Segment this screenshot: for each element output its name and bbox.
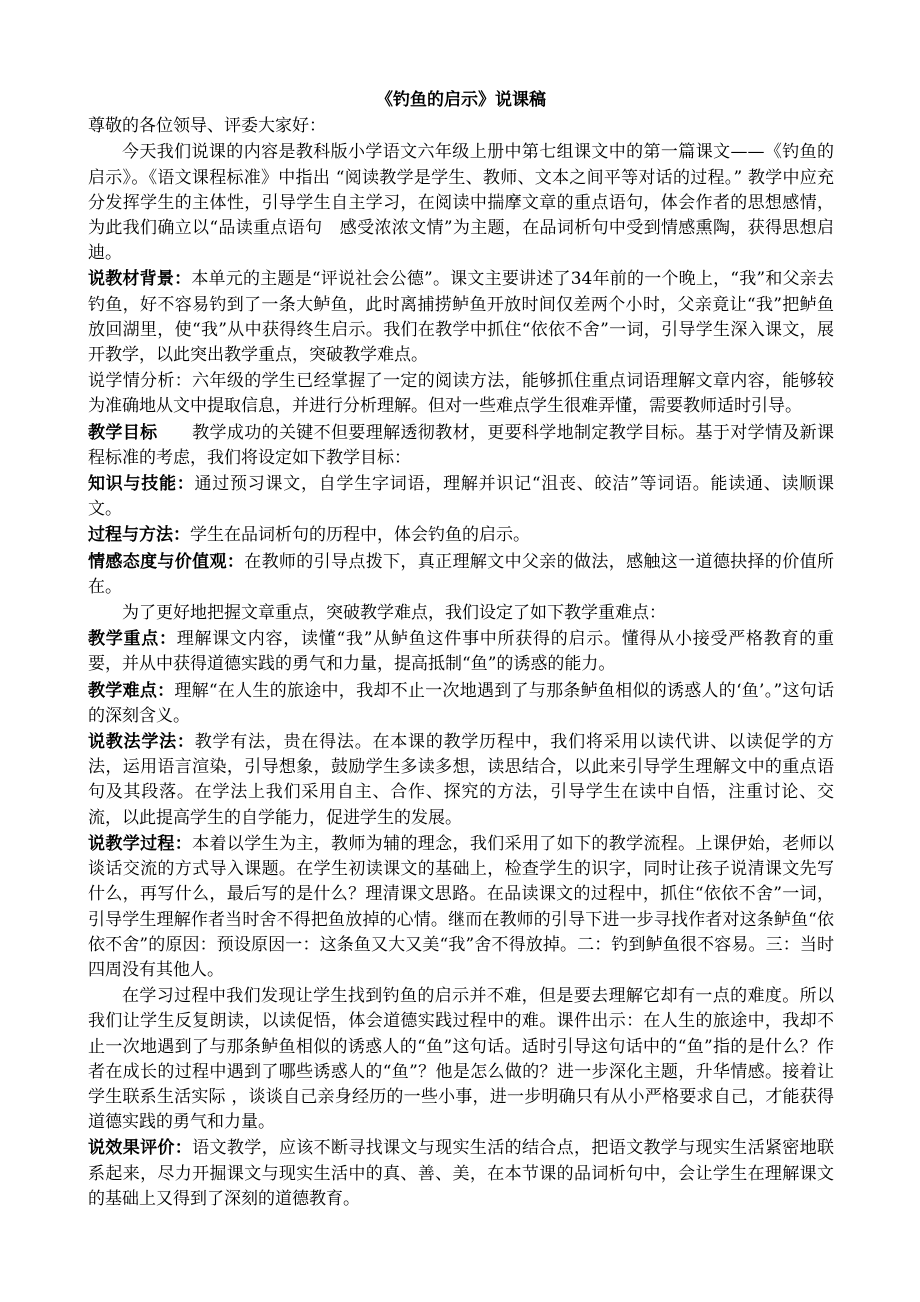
section-text: 语文教学，应该不断寻找课文与现实生活的结合点，把语文教学与现实生活紧密地联系起来，尽力开掘课文与现实生活中的真、善、美，在本节课的品词析句中，会让学生在理解课文的基础上又得到了深刻的道德教育。 — [88, 1138, 835, 1209]
section-teaching-goals — [88, 421, 834, 471]
section-knowledge-skills: 知识与技能：通过预习课文，自学生字词语，理解并识记“沮丧、皎洁”等词语。能读通、读顺课文。 — [88, 474, 835, 520]
section-text: 教学有法，贵在得法。在本课的教学历程中，我们将采用以读代讲、以读促学的方法，运用语言渲染，引导想象，鼓励学生多读多想，读思结合，以此来引导学生理解文中的重点语句及其段落。在学法上我们采用自主、合作、探究的方法，引导学生在读中自悟，注重讨论、交流，以此提高学生的自学能力，促进学生的发展。 — [88, 732, 835, 828]
section-label: 情感态度与价值观 — [88, 551, 227, 572]
section-label: 说教材背景 — [88, 269, 175, 290]
section-text: 学生在品词析句的历程中，体会钓鱼的启示。 — [190, 525, 530, 546]
section-effect-evaluation: 说效果评价：语文教学，应该不断寻找课文与现实生活的结合点，把语文教学与现实生活紧密地联系起来，尽力开掘课文与现实生活中的真、善、美，在本节课的品词析句中，会让学生在理解课文的基础上又得到了深刻的道德教育。 — [88, 1138, 835, 1209]
section-textbook-background: 说教材背景：本单元的主题是“评说社会公德”。课文主要讲述了34年前的一个晚上，“我”和父亲去钓鱼，好不容易钓到了一条大鲈鱼，此时离捕捞鲈鱼开放时间仅差两个小时，父亲竟让“我”把鲈鱼放回湖里，使“我”从中获得终生启示。我们在教学中抓住“依依不舍”一词，引导学生深入课文，展开教学，以此突出教学重点，突破教学难点。 — [88, 269, 834, 366]
section-process-methods: 过程与方法：学生在品词析句的历程中，体会钓鱼的启示。 — [88, 525, 530, 546]
section-text: 理解课文内容，读懂“我”从鲈鱼这件事中所获得的启示。懂得从小接受严格教育的重要，并从中获得道德实践的勇气和力量，提高抵制“鱼”的诱惑的能力。 — [88, 629, 835, 675]
section-teaching-methods: 说教法学法：教学有法，贵在得法。在本课的教学历程中，我们将采用以读代讲、以读促学的方法，运用语言渲染，引导想象，鼓励学生多读多想，读思结合，以此来引导学生理解文中的重点语句及其段落。在学法上我们采用自主、合作、探究的方法，引导学生在读中自悟，注重讨论、交流，以此提高学生的自学能力，促进学生的发展。 — [88, 732, 835, 828]
greeting: 尊敬的各位领导、评委大家好： — [88, 116, 326, 137]
section-text: 本着以学生为主，教师为辅的理念，我们采用了如下的教学流程。上课伊始，老师以谈话交流的方式导入课题。在学生初读课文的基础上，检查学生的识字，同时让孩子说清课文先写什么，再写什么，最后写的是什么？理清课文思路。在品读课文的过程中，抓住“依依不舍”一词，引导学生理解作者当时舍不得把鱼放掉的心情。继而在教师的引导下进一步寻找作者对这条鲈鱼“依依不舍”的原因：预设原因一：这条鱼又大又美“我”舍不得放掉。二：钓到鲈鱼很不容易。三：当时四周没有其他人。 — [88, 833, 835, 980]
section-emotion-values: 情感态度与价值观：在教师的引导点拨下，真正理解文中父亲的做法，感触这一道德抉择的价值所在。 — [88, 551, 835, 597]
document-title: 《钓鱼的启示》说课稿 — [376, 90, 546, 110]
intro-paragraph: 今天我们说课的内容是教科版小学语文六年级上册中第七组课文中的第一篇课文——《钓鱼的启示》。《语文课程标准》中指出 “阅读教学是学生、教师、文本之间平等对话的过程。” 教学中应充分发挥学生的主体性，引导学生自主学习，在阅读中揣摩文章的重点语句，体会作者的思想感情，为此我们确立以“品读重点语句 感受浓浓文情”为主题，在品词析句中受到情感熏陶，获得思想启迪。 — [88, 142, 834, 264]
section-text: 教学成功的关键不但要理解透彻教材，更要科学地制定教学目标。基于对学情及新课程标准的考虑，我们将设定如下教学目标： — [88, 422, 835, 468]
section-text: 通过预习课文，自学生字词语，理解并识记“沮丧、皎洁”等词语。能读通、读顺课文。 — [88, 474, 835, 520]
section-label: 教学难点 — [88, 680, 158, 701]
section-label: 说教学过程 — [88, 833, 175, 854]
section-difficult-point: 教学难点：理解“在人生的旅途中，我却不止一次地遇到了与那条鲈鱼相似的诱惑人的‘鱼’。”这句话的深刻含义。 — [88, 680, 834, 726]
section-label: 说教法学法 — [88, 732, 177, 753]
section-label: 知识与技能 — [88, 474, 177, 495]
section-text: 理解“在人生的旅途中，我却不止一次地遇到了与那条鲈鱼相似的诱惑人的‘鱼’。”这句话的深刻含义。 — [88, 680, 834, 726]
process-continued-paragraph: 在学习过程中我们发现让学生找到钓鱼的启示并不难，但是要去理解它却有一点的难度。所以我们让学生反复朗读，以读促悟，体会道德实践过程中的难。课件出示：在人生的旅途中，我却不止一次地遇到了与那条鲈鱼相似的诱惑人的“鱼”这句话。适时引导这句话中的“鱼”指的是什么？作者在成长的过程中遇到了哪些诱惑人的“鱼”？他是怎么做的？进一步深化主题，升华情感。接着让学生联系生活实际 ，谈谈自己亲身经历的一些小事，进一步明确只有从小严格要求自己，才能获得道德实践的勇气和力量。 — [88, 986, 834, 1133]
transition-paragraph: 为了更好地把握文章重点，突破教学难点，我们设定了如下教学重难点： — [122, 603, 666, 624]
section-label: 教学重点 — [88, 629, 160, 650]
section-teaching-process: 说教学过程：本着以学生为主，教师为辅的理念，我们采用了如下的教学流程。上课伊始，老师以谈话交流的方式导入课题。在学生初读课文的基础上，检查学生的识字，同时让孩子说清课文先写什么，再写什么，最后写的是什么？理清课文思路。在品读课文的过程中，抓住“依依不舍”一词，引导学生理解作者当时舍不得把鱼放掉的心情。继而在教师的引导下进一步寻找作者对这条鲈鱼“依依不舍”的原因：预设原因一：这条鱼又大又美“我”舍不得放掉。二：钓到鲈鱼很不容易。三：当时四周没有其他人。 — [88, 833, 835, 980]
section-text: 说学情分析：六年级的学生已经掌握了一定的阅读方法，能够抓住重点词语理解文章内容，能够较为准确地从文中提取信息，并进行分析理解。但对一些难点学生很难弄懂，需要教师适时引导。 — [88, 371, 834, 417]
section-text: 在教师的引导点拨下，真正理解文中父亲的做法，感触这一道德抉择的价值所在。 — [88, 551, 835, 597]
section-key-point: 教学重点：理解课文内容，读懂“我”从鲈鱼这件事中所获得的启示。懂得从小接受严格教育的重要，并从中获得道德实践的勇气和力量，提高抵制“鱼”的诱惑的能力。 — [88, 629, 835, 675]
section-text: 本单元的主题是“评说社会公德”。课文主要讲述了34年前的一个晚上，“我”和父亲去钓鱼，好不容易钓到了一条大鲈鱼，此时离捕捞鲈鱼开放时间仅差两个小时，父亲竟让“我”把鲈鱼放回湖里，使“我”从中获得终生启示。我们在教学中抓住“依依不舍”一词，引导学生深入课文，展开教学，以此突出教学重点，突破教学难点。 — [88, 269, 834, 366]
section-label: 说效果评价 — [88, 1138, 175, 1159]
section-student-analysis — [88, 369, 834, 419]
section-label: 过程与方法 — [88, 525, 173, 546]
section-label: 教学目标 — [88, 422, 158, 443]
